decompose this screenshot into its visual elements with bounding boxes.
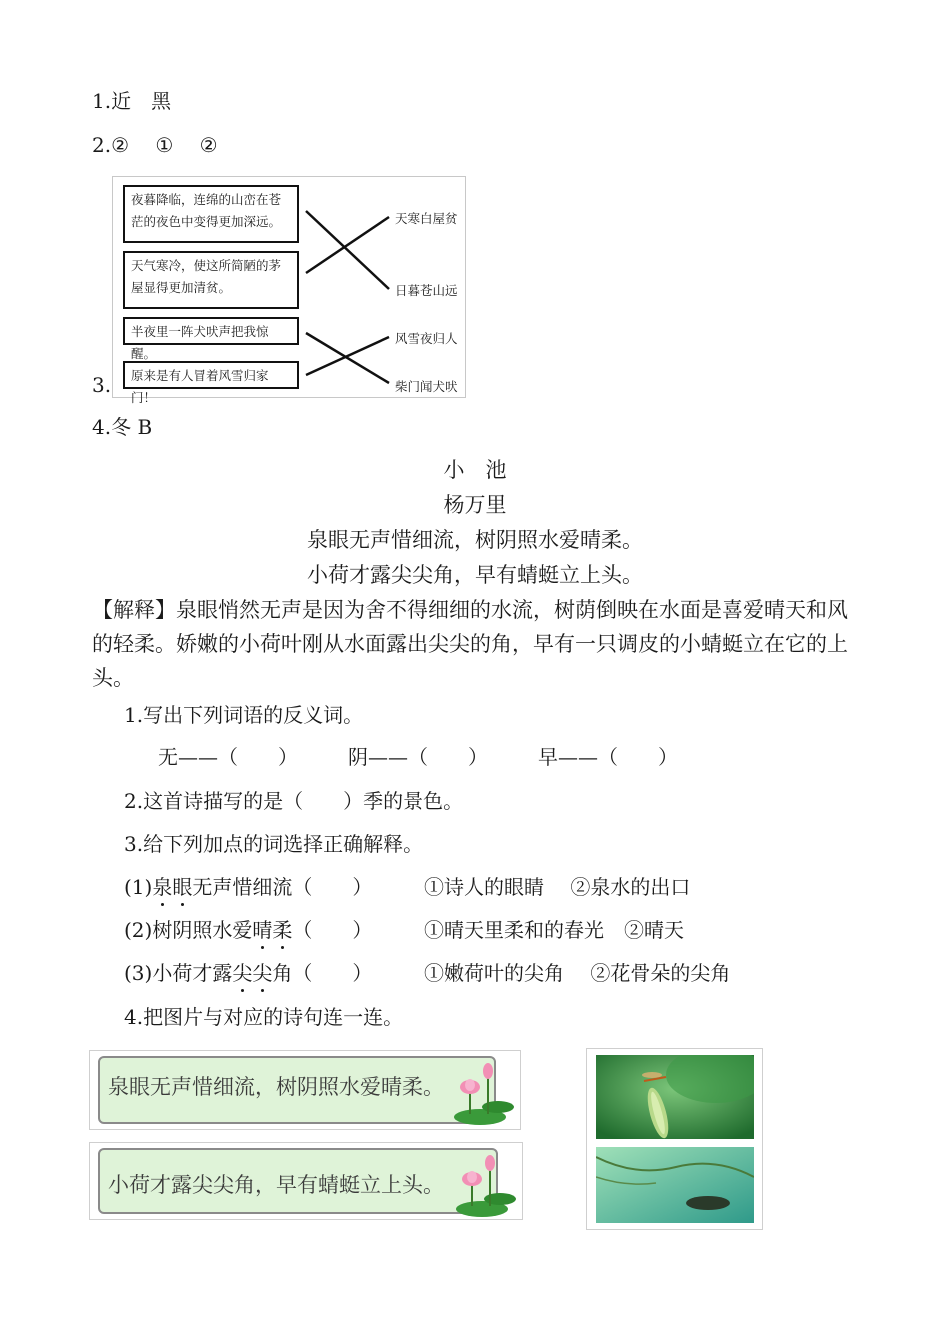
banner-text-2: 小荷才露尖尖角，早有蜻蜓立上头。 [108, 1173, 444, 1197]
poem-banner-2 [89, 1142, 523, 1220]
explanation-text: 泉眼悄然无声是因为舍不得细细的水流，树荫倒映在水面是喜爱晴天和风的轻柔。娇嫩的小荷叶刚从水面露出尖尖的角，早有一只调皮的小蜻蜓立在它的上头。 [92, 598, 848, 690]
matching-diagram [112, 176, 466, 405]
lotus-icon [442, 1151, 522, 1221]
q1-item-3: 早——（ ） [538, 745, 678, 769]
q3-row-3: (3)小荷才露尖尖角（ ） [124, 961, 373, 985]
q1-item-1: 无——（ ） [158, 745, 298, 769]
match-line-4 [306, 337, 389, 375]
match-right-3: 风雪夜归人 [395, 331, 458, 346]
answer-4: 4.冬 B [92, 415, 153, 439]
explanation [92, 593, 867, 695]
lotus-icon [440, 1059, 520, 1129]
dragonfly-lotus-photo [596, 1055, 754, 1139]
poem-line-2: 小荷才露尖尖角，早有蜻蜓立上头。 [307, 563, 643, 587]
match-left-3: 半夜里一阵犬吠声把我惊醒。 [123, 317, 299, 345]
stream-tree-photo [596, 1147, 754, 1223]
photo-panel [586, 1048, 763, 1230]
question-1: 1.写出下列词语的反义词。 [124, 703, 364, 727]
match-left-2: 天气寒冷，使这所简陋的茅屋显得更加清贫。 [123, 251, 299, 309]
question-2: 2.这首诗描写的是（ ）季的景色。 [124, 789, 464, 813]
dotted-char: 柔 [272, 918, 293, 942]
match-line-3 [306, 333, 389, 383]
match-line-1 [306, 211, 389, 289]
dotted-char: 泉 [152, 875, 173, 899]
answer-2: 2.② ① ② [92, 133, 218, 157]
question-3: 3.给下列加点的词选择正确解释。 [124, 832, 424, 856]
banner-text-1: 泉眼无声惜细流，树阴照水爱晴柔。 [108, 1075, 444, 1099]
match-right-2: 日暮苍山远 [395, 283, 458, 298]
match-lines [113, 177, 465, 397]
question-4: 4.把图片与对应的诗句连一连。 [124, 1005, 404, 1029]
dotted-char: 眼 [172, 875, 193, 899]
answer-3-number: 3. [92, 373, 112, 397]
poem-banner-1 [89, 1050, 521, 1130]
match-left-4: 原来是有人冒着风雪归家门！ [123, 361, 299, 389]
poem-author: 杨万里 [443, 493, 507, 517]
dotted-char: 尖 [252, 961, 273, 985]
q1-item-2: 阴——（ ） [348, 745, 488, 769]
match-right-4: 柴门闻犬吠 [395, 379, 458, 394]
q3-row-2-options: ①晴天里柔和的春光 ②晴天 [424, 918, 684, 942]
poem-title: 小 池 [443, 458, 507, 482]
dotted-char: 晴 [252, 918, 273, 942]
answer-1: 1.近 黑 [92, 89, 172, 113]
q3-row-1: (1)泉眼无声惜细流（ ） [124, 875, 373, 899]
match-line-2 [306, 217, 389, 273]
explanation-label: 【解释】 [92, 598, 176, 622]
dotted-char: 尖 [232, 961, 253, 985]
poem-line-1: 泉眼无声惜细流，树阴照水爱晴柔。 [307, 528, 643, 552]
q3-row-3-options: ①嫩荷叶的尖角 ②花骨朵的尖角 [424, 961, 731, 985]
match-right-1: 天寒白屋贫 [395, 211, 458, 226]
match-left-1: 夜暮降临，连绵的山峦在苍茫的夜色中变得更加深远。 [123, 185, 299, 243]
q3-row-1-options: ①诗人的眼睛 ②泉水的出口 [424, 875, 691, 899]
q3-row-2: (2)树阴照水爱晴柔（ ） [124, 918, 373, 942]
